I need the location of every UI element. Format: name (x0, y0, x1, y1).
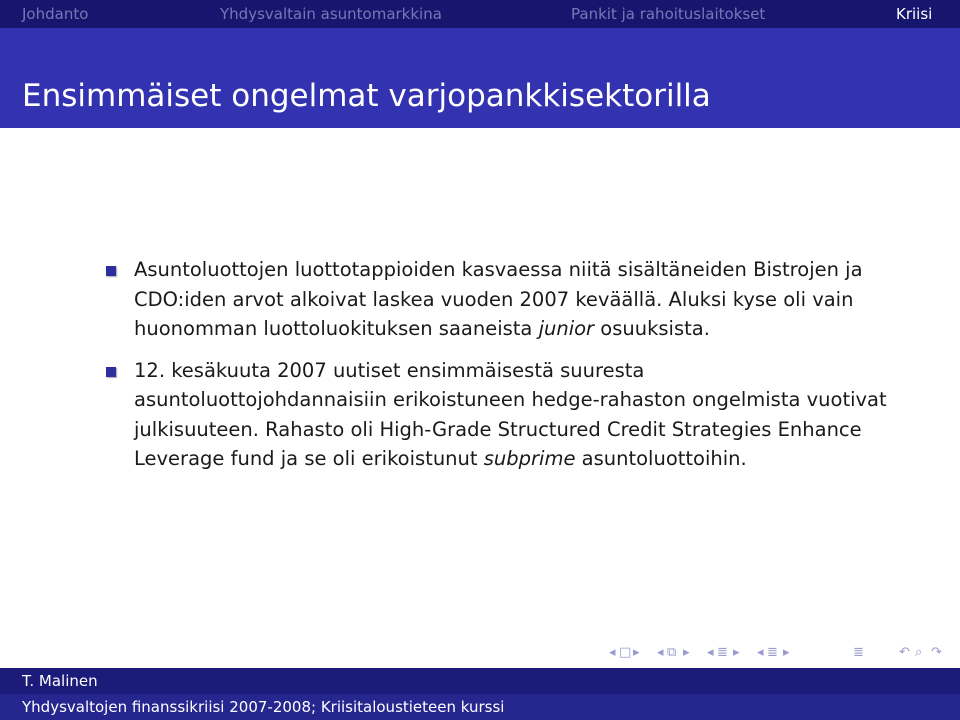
bullet-emphasis: subprime (483, 447, 576, 470)
nav-yhdysvaltain-asuntomarkkina[interactable]: Yhdysvaltain asuntomarkkina (220, 5, 442, 23)
title-band (0, 28, 960, 128)
nav-kriisi[interactable]: Kriisi (896, 5, 933, 23)
footer-course-bar (0, 694, 960, 720)
next-part-icon[interactable]: ▸ (783, 645, 790, 660)
subsection-icon[interactable]: ⧉ (667, 645, 677, 660)
prev-section-icon[interactable]: ◂ (707, 645, 714, 660)
nav-johdanto[interactable]: Johdanto (22, 5, 89, 23)
back-icon[interactable]: ↶ (899, 645, 910, 660)
footer-course: Yhdysvaltojen finanssikriisi 2007-2008; Kriisitaloustieteen kurssi (22, 698, 505, 716)
bullet-item (106, 356, 896, 474)
search-icon[interactable]: ⌕ (915, 645, 923, 660)
bullet-text-end: asuntoluottoihin. (575, 447, 747, 470)
prev-part-icon[interactable]: ◂ (757, 645, 764, 660)
footer-author: T. Malinen (22, 672, 98, 690)
nav-pankit-ja-rahoituslaitokset[interactable]: Pankit ja rahoituslaitokset (571, 5, 766, 23)
bullet-text-end: osuuksista. (594, 317, 710, 340)
prev-subsection-icon[interactable]: ◂ (657, 645, 664, 660)
bullet-text-start: Asuntoluottojen luottotappioiden kasvaessa niitä sisältäneiden Bistrojen ja CDO:iden arvot alkoivat laskea vuoden 2007 keväällä. Aluksi kyse oli vain huonomman luottoluokituksen saaneista (134, 258, 863, 340)
slide-frame-icon[interactable]: □ (619, 645, 632, 660)
bullet-item (106, 255, 896, 344)
document-icon[interactable]: ≣ (853, 645, 864, 660)
next-slide-icon[interactable]: ▸ (633, 645, 640, 660)
bullet-square-icon (106, 266, 116, 276)
footer-author-bar (0, 668, 960, 694)
section-navigation (0, 0, 960, 28)
beamer-navigation-symbols (609, 645, 959, 661)
slide-body (106, 255, 896, 474)
section-icon[interactable]: ≣ (717, 645, 728, 660)
next-subsection-icon[interactable]: ▸ (683, 645, 690, 660)
forward-icon[interactable]: ↷ (931, 645, 942, 660)
prev-slide-icon[interactable]: ◂ (609, 645, 616, 660)
bullet-emphasis: junior (538, 317, 595, 340)
part-icon[interactable]: ≣ (767, 645, 778, 660)
bullet-text-start: 12. kesäkuuta 2007 uutiset ensimmäisestä suuresta asuntoluottojohdannaisiin erikoistuneen hedge-rahaston ongelmista vuotivat julkisuuteen. Rahasto oli High-Grade Structured Credit Strategies Enhance Leverage fund ja se oli erikoistunut (134, 358, 887, 470)
next-section-icon[interactable]: ▸ (733, 645, 740, 660)
slide-title: Ensimmäiset ongelmat varjopankkisektorilla (22, 78, 711, 114)
bullet-square-icon (106, 367, 116, 377)
